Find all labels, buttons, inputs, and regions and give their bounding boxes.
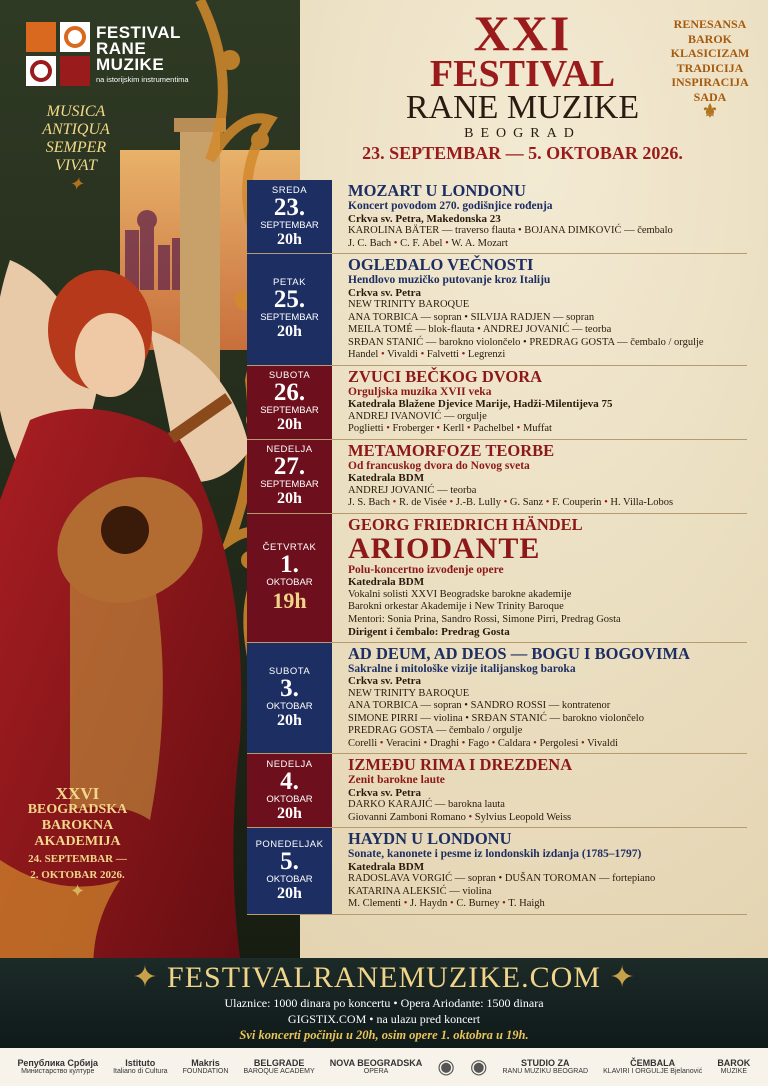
event-date-box (247, 254, 332, 365)
sponsor-subtitle: FOUNDATION (182, 1068, 229, 1076)
event-title: METAMORFOZE TEORBE (348, 440, 555, 460)
sponsor-logo (330, 1059, 423, 1076)
event-month: SEPTEMBAR (260, 479, 319, 490)
sponsor-subtitle: RANU MUZIKU BEOGRAD (502, 1068, 589, 1076)
event-location: Crkva sv. Petra (348, 675, 422, 687)
event-date-box (247, 828, 332, 914)
style-item: TRADICIJA (676, 60, 744, 75)
sponsor-name: Istituto (125, 1057, 156, 1068)
baroque-academy-info (10, 785, 145, 900)
logo-line-3: MUZIKE (96, 55, 165, 74)
concert-event (247, 366, 747, 440)
academy-name-line: AKADEMIJA (34, 834, 121, 849)
event-day: 23. (273, 193, 306, 221)
event-date-box (247, 440, 332, 513)
composer-name: • F. Couperin (543, 497, 601, 508)
event-title: IZMEĐU RIMA I DREZDENA (348, 755, 573, 774)
composer-name: • C. Burney (447, 898, 499, 909)
event-performers: Barokni orkestar Akademije i New Trinity Baroque (348, 601, 564, 612)
style-item: INSPIRACIJA (671, 75, 749, 89)
motto-line: ANTIQUA (42, 121, 110, 138)
event-day: 26. (273, 379, 306, 406)
composer-name: • Pergolesi (531, 738, 579, 749)
sponsor-name: STUDIO ZA (521, 1057, 570, 1068)
event-performers: Vokalni solisti XXVI Beogradske barokne akademije (348, 588, 572, 600)
sponsor-logos (0, 1048, 768, 1086)
concert-event (247, 643, 747, 755)
sponsor-name: BELGRADE (253, 1057, 305, 1068)
event-subtitle: Hendlovo muzičko putovanje kroz Italiju (348, 274, 551, 286)
composer-name: • Draghi (421, 738, 459, 749)
event-title: MOZART U LONDONU (348, 181, 526, 200)
festival-dates: 23. SEPTEMBAR — 5. OKTOBAR 2026. (362, 143, 683, 163)
event-details (332, 514, 747, 642)
event-composers (348, 423, 747, 436)
composer-name: • H. Villa-Lobos (601, 497, 673, 508)
composer-name: Giovanni Zamboni Romano (348, 811, 466, 823)
event-performers: ANA TORBICA — sopran • SILVIJA RADJEN — sopran (348, 311, 595, 323)
event-performers: SIMONE PIRRI — violina • SRĐAN STANIĆ — barokno violončelo (348, 712, 644, 724)
event-subtitle: Polu-koncertno izvođenje opere (348, 563, 504, 576)
festival-title (330, 5, 715, 163)
event-composers (348, 738, 747, 751)
event-time: 20h (277, 884, 302, 902)
event-subtitle: Sakralne i mitološke vizije italijanskog baroka (348, 662, 576, 675)
composer-name: • Sylvius Leopold Weiss (466, 812, 571, 823)
event-title: AD DEUM, AD DEOS — BOGU I BOGOVIMA (348, 643, 690, 663)
website-text: FESTIVALRANEMUZIKE.COM (167, 961, 601, 994)
event-performers: KAROLINA BÄTER — traverso flauta • BOJANA DIMKOVIĆ — čembalo (348, 225, 673, 236)
concert-event (247, 754, 747, 828)
event-weekday: PETAK (273, 277, 306, 289)
event-weekday: SREDA (271, 184, 308, 196)
event-weekday: NEDELJA (266, 758, 313, 770)
concert-event (247, 440, 747, 514)
composer-name: • Pachelbel (464, 423, 514, 434)
logo-line-2: RANE (96, 38, 147, 58)
logo-tagline: na istorijskim instrumentima (96, 75, 189, 85)
event-performers: KATARINA ALEKSIĆ — violina (348, 885, 492, 897)
ornament-icon: ✦ (68, 174, 84, 194)
event-performers: NEW TRINITY BAROQUE (348, 687, 470, 699)
composer-name: M. Clementi (348, 898, 402, 909)
event-date-box (247, 180, 332, 253)
sponsor-logo (717, 1059, 750, 1076)
concert-event (247, 254, 747, 366)
event-details (332, 366, 747, 439)
event-weekday: SUBOTA (268, 370, 311, 381)
event-performers: PREDRAG GOSTA — čembalo / orgulje (348, 725, 523, 736)
ornament-icon: ✦ (69, 881, 86, 901)
website-link[interactable] (0, 960, 768, 995)
composer-name: J. S. Bach (348, 497, 390, 508)
composer-name: • Veracini (377, 738, 421, 749)
sponsor-logo (244, 1059, 315, 1076)
event-time: 20h (277, 711, 302, 729)
event-time: 20h (277, 490, 302, 507)
event-day: 4. (280, 767, 299, 795)
composer-name: • Legrenzi (459, 349, 505, 360)
style-item: KLASICIZAM (670, 46, 750, 60)
event-details (332, 754, 747, 827)
event-date-box (247, 366, 332, 439)
event-details (332, 828, 747, 914)
sponsor-name: Makris (191, 1057, 220, 1068)
event-title: ZVUCI BEČKOG DVORA (348, 366, 543, 386)
start-time-note: Svi koncerti počinju u 20h, osim opere 1. oktobra u 19h. (239, 1028, 529, 1042)
event-performers: RADOSLAVA VORGIĆ — sopran • DUŠAN TOROMAN — fortepiano (348, 873, 656, 884)
composer-name: • T. Haigh (499, 898, 544, 909)
sponsor-subtitle: MUZIKE (720, 1068, 748, 1076)
sponsor-logo (18, 1059, 98, 1076)
motto-line: MUSICA (46, 103, 106, 120)
composer-name: • Fago (459, 738, 489, 749)
composer-name: Handel (348, 349, 379, 360)
event-composers (348, 898, 747, 911)
composer-name: J. C. Bach (348, 237, 392, 249)
event-composers (348, 238, 747, 251)
event-weekday: NEDELJA (266, 444, 313, 455)
event-date-box (247, 643, 332, 754)
logo-line-1: FESTIVAL (96, 22, 181, 42)
fleur-ornament-icon: ⚜ (701, 101, 719, 121)
concert-event (247, 180, 747, 254)
emblem-icon: ◉ (437, 1055, 455, 1078)
sponsor-logo (113, 1059, 167, 1076)
event-details (332, 643, 747, 754)
composer-name: • J. Haydn (401, 898, 447, 909)
event-location: Katedrala BDM (348, 576, 425, 588)
sponsor-name: BAROK (717, 1057, 751, 1068)
academy-name-line: BEOGRADSKA (27, 802, 128, 817)
event-subtitle: Koncert povodom 270. godišnjice rođenja (348, 200, 553, 212)
sponsor-logo (603, 1059, 702, 1076)
motto-line: VIVAT (55, 157, 97, 174)
event-day: 25. (273, 286, 306, 314)
academy-dates: 24. SEPTEMBAR — (28, 853, 127, 865)
sponsor-subtitle: Italiano di Cultura (113, 1068, 168, 1076)
composer-name: Poglietti (348, 423, 384, 434)
event-location: Crkva sv. Petra (348, 286, 422, 299)
event-performers: ANA TORBICA — sopran • SANDRO ROSSI — kontratenor (348, 700, 611, 711)
concert-event (247, 514, 747, 643)
composer-name: Corelli (348, 737, 378, 749)
ticket-info (0, 995, 768, 1027)
composer-name: • J.-B. Lully (447, 497, 501, 508)
composer-name: • Vivaldi (578, 738, 618, 749)
logo-mark-icon (26, 22, 90, 86)
motto (26, 103, 126, 193)
event-performers: ANDREJ JOVANIĆ — teorba (348, 484, 477, 496)
event-subtitle: Orguljska muzika XVII veka (348, 385, 492, 398)
edition-number: XXI (473, 5, 572, 61)
event-subtitle: Zenit barokne laute (348, 774, 445, 786)
event-headline: ARIODANTE (348, 531, 541, 565)
sponsor-subtitle: Министарство културе (21, 1068, 95, 1076)
event-performers: Dirigent i čembalo: Predrag Gosta (348, 626, 510, 638)
ticket-prices: Ulaznice: 1000 dinara po koncertu • Opera Ariodante: 1500 dinara (224, 996, 544, 1010)
event-weekday: SUBOTA (268, 665, 311, 677)
sponsor-subtitle: BAROQUE ACADEMY (243, 1068, 315, 1076)
event-time: 20h (277, 230, 302, 248)
event-details (332, 440, 747, 513)
style-item: RENESANSA (673, 17, 747, 31)
event-performers: DARKO KARAJIĆ — barokna lauta (348, 799, 505, 810)
ornament-icon: ✦ (132, 961, 168, 994)
ticket-sales: GIGSTIX.COM • na ulazu pred koncert (287, 1012, 481, 1026)
academy-edition: XXVI (55, 784, 100, 803)
title-festival: FESTIVAL (429, 53, 616, 95)
event-day: 27. (273, 453, 306, 480)
composer-name: • Froberger (384, 423, 434, 434)
event-time: 20h (277, 323, 302, 341)
event-month: OKTOBAR (266, 576, 313, 588)
composer-name: • W. A. Mozart (442, 238, 508, 249)
motto-line: SEMPER (45, 139, 107, 156)
academy-name-line: BAROKNA (41, 818, 114, 833)
event-composers (348, 497, 747, 510)
sponsor-logo (183, 1059, 229, 1076)
composer-name: • Kerll (434, 423, 465, 434)
event-composers (348, 812, 747, 825)
sponsor-name: ČEMBALA (630, 1057, 676, 1068)
event-title: HAYDN U LONDONU (348, 829, 512, 848)
event-day: 1. (280, 550, 299, 578)
event-date-box (247, 514, 332, 642)
event-date-box (247, 754, 332, 827)
sponsor-name: NOVA BEOGRADSKA (329, 1057, 423, 1068)
style-item: SADA (693, 89, 727, 104)
festival-logo (26, 22, 189, 86)
event-title: GEORG FRIEDRICH HÄNDEL (348, 514, 583, 534)
sponsor-subtitle: OPERA (363, 1068, 389, 1076)
emblem-icon: ◉ (469, 1055, 488, 1078)
event-composers (348, 349, 747, 362)
event-location: Crkva sv. Petra (348, 786, 422, 799)
composer-name: • G. Sanz (501, 497, 543, 508)
event-time: 20h (277, 804, 302, 822)
sponsor-logo (470, 1057, 487, 1078)
event-weekday: PONEDELJAK (255, 838, 324, 850)
event-month: SEPTEMBAR (260, 405, 319, 416)
event-time: 19h (272, 587, 307, 613)
event-weekday: ČETVRTAK (262, 541, 317, 553)
event-location: Crkva sv. Petra, Makedonska 23 (348, 212, 501, 225)
sponsor-logo (437, 1057, 454, 1078)
ornament-icon: ✦ (600, 961, 636, 994)
academy-dates: 2. OKTOBAR 2026. (30, 869, 125, 881)
event-month: OKTOBAR (266, 700, 313, 712)
event-details (332, 254, 747, 365)
style-item: BAROK (687, 31, 732, 46)
sponsor-name: Република Србија (17, 1057, 98, 1068)
composer-name: • Muffat (514, 423, 552, 434)
event-month: OKTOBAR (266, 793, 313, 805)
event-month: SEPTEMBAR (260, 312, 319, 324)
event-day: 3. (280, 674, 299, 702)
sponsor-logo (502, 1059, 588, 1076)
event-title: OGLEDALO VEČNOSTI (348, 255, 534, 274)
event-location: Katedrala Blažene Djevice Marije, Hadži-Milentijeva 75 (348, 398, 613, 410)
title-city: BEOGRAD (464, 126, 581, 141)
composer-name: • C. F. Abel (391, 238, 442, 249)
event-month: OKTOBAR (266, 873, 313, 885)
event-performers: MEILA TOMÉ — blok-flauta • ANDREJ JOVANIĆ — teorba (348, 324, 612, 335)
concert-schedule (247, 180, 747, 915)
composer-name: • Caldara (489, 738, 531, 749)
event-performers: ANDREJ IVANOVIĆ — orgulje (348, 410, 487, 422)
event-performers: Mentori: Sonia Prina, Sandro Rossi, Simone Pirri, Predrag Gosta (348, 613, 621, 625)
event-day: 5. (280, 847, 299, 875)
title-name: RANE MUZIKE (405, 89, 640, 126)
event-location: Katedrala BDM (348, 472, 425, 484)
sponsor-subtitle: KLAVIRI I ORGULJE Bjelanović (603, 1068, 703, 1076)
event-performers: SRĐAN STANIĆ — barokno violončelo • PREDRAG GOSTA — čembalo / orgulje (348, 336, 704, 348)
event-subtitle: Sonate, kanonete i pesme iz londonskih izdanja (1785–1797) (348, 848, 642, 860)
composer-name: • R. de Visée (390, 497, 447, 508)
event-performers: NEW TRINITY BAROQUE (348, 299, 470, 310)
event-month: SEPTEMBAR (260, 219, 319, 231)
event-time: 20h (277, 416, 302, 433)
style-list (660, 17, 760, 119)
concert-event (247, 828, 747, 915)
event-location: Katedrala BDM (348, 860, 425, 873)
composer-name: • Vivaldi (378, 349, 418, 360)
event-subtitle: Od francuskog dvora do Novog sveta (348, 459, 530, 472)
composer-name: • Falvetti (418, 349, 459, 360)
event-details (332, 180, 747, 253)
